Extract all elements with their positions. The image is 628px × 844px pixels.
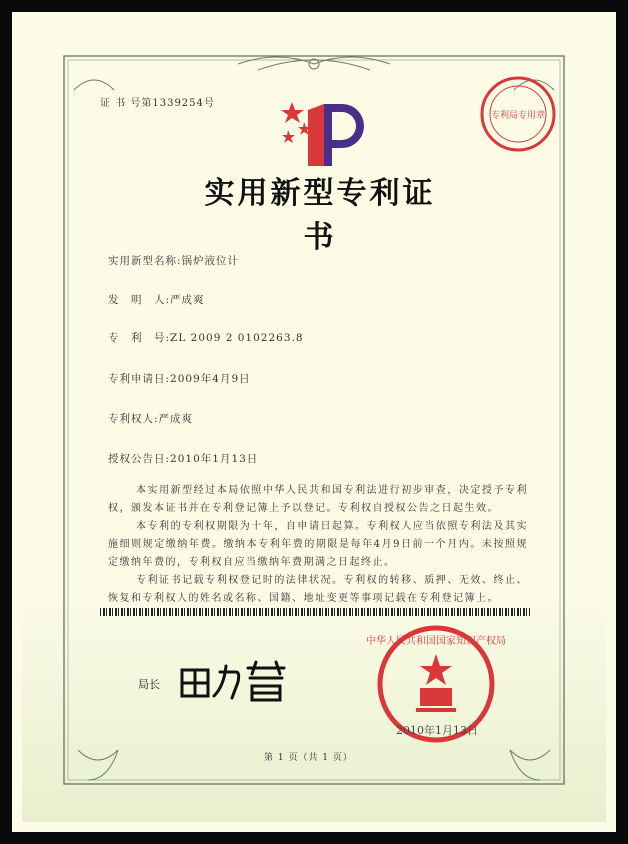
patent-office-logo <box>278 100 368 170</box>
barcode <box>100 608 530 616</box>
certificate-title: 实用新型专利证书 <box>204 176 436 255</box>
field-utility-model-name: 实用新型名称:锅炉液位计 <box>108 255 240 267</box>
field-patentee: 专利权人:严成爽 <box>108 413 194 425</box>
page-footer: 第 1 页（共 1 页） <box>264 753 353 763</box>
body-paragraph-3: 专利证书记载专利权登记时的法律状况。专利权的转移、质押、无效、终止、恢复和专利权人的姓名或名称、国籍、地址变更等事项记载在专利登记簿上。 <box>108 575 528 604</box>
certificate-number: 证 书 号第1339254号 <box>100 98 215 109</box>
stamp-date: 2010年1月13日 <box>396 724 478 737</box>
seal-text: 中华人民共和国国家知识产权局 <box>366 636 506 647</box>
field-patent-number: 专 利 号:ZL 2009 2 0102263.8 <box>108 332 304 344</box>
field-grant-date: 授权公告日:2010年1月13日 <box>108 453 259 465</box>
body-paragraph-2: 本专利的专利权期限为十年，自申请日起算。专利权人应当依照专利法及其实施细则规定缴纳年费。缴纳本专利年费的期限是每年4月9日前一个月内。未按照规定缴纳年费的，专利权自应当缴纳年费期满之日起终止。 <box>108 521 528 568</box>
body-paragraph-1: 本实用新型经过本局依照中华人民共和国专利法进行初步审查，决定授予专利权，颁发本证书并在专利登记簿上予以登记。专利权自授权公告之日起生效。 <box>108 485 528 514</box>
director-label: 局长 <box>138 678 160 691</box>
director-signature <box>176 656 296 706</box>
field-application-date: 专利申请日:2009年4月9日 <box>108 373 251 385</box>
field-inventor: 发 明 人:严成爽 <box>108 294 205 306</box>
small-red-seal <box>478 74 558 154</box>
small-seal-text: 专利局专用章 <box>490 111 546 121</box>
